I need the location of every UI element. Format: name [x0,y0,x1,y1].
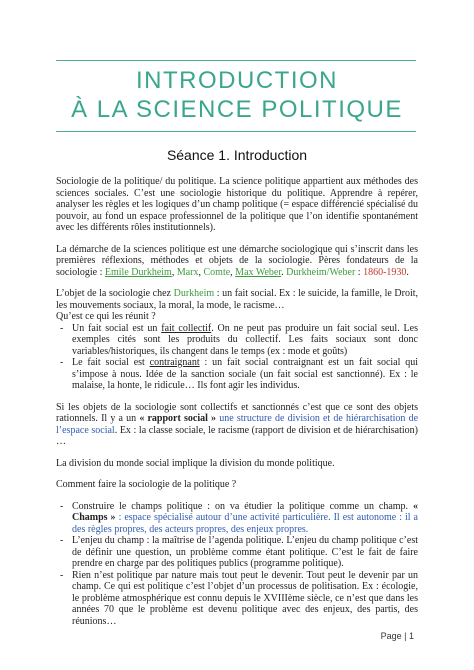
link-durkheim[interactable]: Emile Durkheim [104,266,172,278]
separator: , [171,266,175,278]
list-sociologie-politique [56,501,418,628]
separator: : [355,266,364,278]
list-item [72,570,418,628]
paragraph-intro: Sociologie de la politique/ du politique. La science politique appartient aux méthodes des sciences sociales. C’est une sociologie historique du politique. Apprendre à repérer, analyser les règles et les logiques d’un champ politique (= espace différencié spécialisé du pouvoir, au fond un espace professionnel de la politique que l’on identifie spontanément avec les différents rôles institutionnels). [56,176,418,233]
list-item-text: . On ne peut pas produire un fait social seul. Les exemples cités sont les produits du collectif. Les faits sociaux sont donc variables/historiques, ils changent dans le temps (ex : mode et goûts) [72,322,418,357]
list-item-text: : un fait social contraignant est un fait social qui s’impose à nous. Idée de la sanction sociale (un fait social est sanctionné). Ex : le malaise, la honte, le ridicule… Ils font agir les individus. [72,357,418,391]
section-heading: Séance 1. Introduction [166,147,308,163]
list-item-text: Le fait social est [72,357,145,368]
dates-range: 1860-1930 [363,266,407,278]
bold-term: « Champs » [72,500,418,523]
paragraph-text: Si les objets de la sociologie sont collectifs et sanctionnés c’est que ce sont des objets rationnels. Il y a un [56,401,418,424]
bold-term: « rapport social » [139,413,217,424]
paragraph-division: La division du monde social implique la division du monde politique. [56,457,335,469]
list-item [72,323,418,358]
page-number: Page | 1 [380,631,414,641]
list-item-text: L’enjeu du champ : la maîtrise de l’agenda politique. L’enjeu du champ politique c’est de définir une question, un problème comme étant politique. C’est le fait de faire prendre en charge par des politiques publics (programme politique). [72,535,418,569]
name-durkheim: Durkheim [173,288,215,299]
list-item-text: Construire le champs politique : on va étudier la politique comme un champ. [72,500,409,512]
separator: . [406,266,409,278]
list-item-text: Un fait social est un [72,322,158,334]
document-title-line-2: À LA SCIENCE POLITIQUE [71,96,403,123]
paragraph-demarche: La démarche de la sciences politique est une démarche sociologique qui s’inscrit dans les premières réflexions, méthodes et objets de la sociologie. Pères fondateurs de la sociologie : Emile Durkheim, Marx, Comte, Max Weber. Durkheim/Weber : 1860-1930. [56,243,418,278]
paragraph-objet [56,288,418,323]
paragraph-objet-text: L’objet de la sociologie chez [56,288,171,299]
list-item-text: Rien n’est politique par nature mais tout peut le devenir. Tout peut le devenir par un champ. Ce qui est politique c’est l’objet d’un processus de politisation. Ex : écologie, le problème atmosphérique est connu depuis le XVIIIème siècle, ce n’est que dans les années 70 que le problème est devenu politique avec des enjeux, des partis, des réunions… [72,569,418,627]
definition-text: une structure de division et de hiérarchisation de l’espace social [56,413,419,436]
definition-text: : espace spécialisé autour d’une activité particulière. Il est autonome : il a des règles propres, des acteurs propres, des enjeux propres. [72,512,418,535]
paragraph-objet-text: : un fait social. Ex : le suicide, la famille, le Droit, les mouvements sociaux, la moral, la mode, le racisme… [56,288,419,311]
list-item [72,357,418,392]
title-top-rule [56,60,416,61]
paragraph-text: . Ex : la classe sociale, le racisme (rapport de division et de hiérarchisation) … [56,424,418,447]
document-body [56,176,418,637]
link-weber[interactable]: Max Weber [235,266,282,278]
document-title-line-1: INTRODUCTION [136,67,338,94]
paragraph-question: Comment faire la sociologie de la politique ? [56,479,237,490]
name-durkheim-weber: Durkheim/Weber [286,266,356,278]
paragraph-rapport-social [56,402,418,448]
list-fait-social [56,323,418,392]
list-item [72,535,418,570]
underlined-term: fait collectif [161,322,212,334]
title-bottom-rule [56,131,416,132]
name-marx: Marx [176,266,199,278]
underlined-term: contraignant [149,357,200,368]
question-text: Qu’est ce qui les réunit ? [56,311,156,322]
list-item [72,501,418,536]
paragraph-demarche-text: La démarche de la sciences politique est une démarche sociologique qui s’inscrit dans les premières réflexions, méthodes et objets de la sociologie. Pères fondateurs de la sociologie : [56,243,418,278]
name-comte: Comte [203,266,231,278]
